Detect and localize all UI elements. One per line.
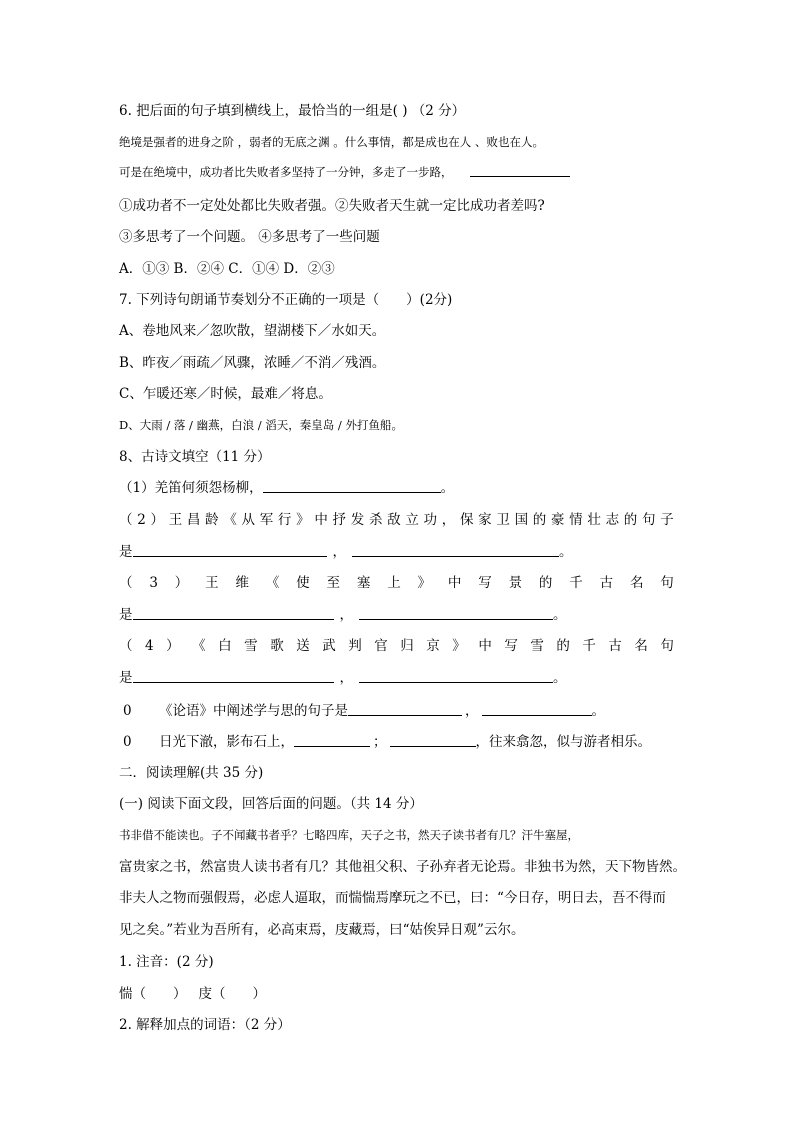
q8-item-4-c15: 写 <box>504 638 518 654</box>
q8-item-4-c5: 雪 <box>244 638 258 654</box>
q8-item-2-c5: 龄 <box>205 512 219 528</box>
q8-item-4-c18: 千 <box>582 638 596 654</box>
q8-item-4-c8: 武 <box>322 638 336 654</box>
q8-item-5-blank-2[interactable] <box>482 714 592 716</box>
q8-item-3-blank-2[interactable] <box>359 618 553 620</box>
q8-item-4-c2: ） <box>166 638 180 654</box>
q8-item-3-c1: 3 <box>149 575 158 591</box>
q7-option-d: D、大雨 / 落 / 幽燕，白浪 / 滔天，秦皇岛 / 外打鱼船。 <box>119 418 403 432</box>
q8-item-6-blank-1[interactable] <box>294 745 370 747</box>
passage-line-2: 富贵家之书，然富贵人读书者有几？其他祖父积、子孙弃者无论焉。非独书为然，天下物皆然。 <box>119 859 686 875</box>
q8-item-4-c7: 送 <box>296 638 310 654</box>
q8-item-2-c29: 句 <box>641 512 656 528</box>
q8-item-2-c22: 国 <box>514 512 529 528</box>
q8-item-2-c15: 敌 <box>387 512 401 528</box>
q8-item-4-shi: 是 <box>119 670 133 686</box>
q8-item-2-c25: 情 <box>569 512 583 528</box>
q8-item-4-c14: 中 <box>478 638 492 654</box>
q8-item-5-blank-1[interactable] <box>348 714 462 716</box>
q8-item-4-c9: 判 <box>348 638 362 654</box>
q8-item-2-c2: ） <box>150 512 164 528</box>
question-1-items <box>119 986 266 1002</box>
q8-item-3-c0: （ <box>119 575 133 591</box>
q8-item-2-blank-2[interactable] <box>352 555 559 557</box>
q8-item-4-comma: ， <box>339 670 353 686</box>
q8-item-3-answer <box>119 607 567 623</box>
q8-item-2-c12: 抒 <box>332 512 347 528</box>
q6-answer-blank[interactable] <box>470 175 570 177</box>
q8-item-3-c18: 句 <box>660 575 674 591</box>
q8-item-3-c16: 古 <box>599 575 614 591</box>
q8-item-3 <box>119 575 674 591</box>
q8-item-3-comma: ， <box>339 607 353 623</box>
pinyin-item-b[interactable]: 庋（ ） <box>198 986 266 1002</box>
q8-item-2-c24: 豪 <box>550 512 565 528</box>
q8-item-4-c1: 4 <box>145 638 154 654</box>
q8-item-4-c16: 雪 <box>530 638 544 654</box>
q8-item-5-comma: ， <box>465 703 479 719</box>
q8-item-2-c16: 立 <box>405 512 419 528</box>
passage-line-4: 见之矣。”若业为吾所有，必高束焉，庋藏焉，曰“姑俟异日观”云尔。 <box>119 922 525 938</box>
q8-item-2-c6: 《 <box>223 512 237 528</box>
q8-item-2-c27: 志 <box>605 512 620 528</box>
pinyin-item-a[interactable]: 惴（ ） <box>119 986 187 1002</box>
q8-item-2-c10: 》 <box>296 512 310 528</box>
q8-item-3-c4: 维 <box>235 575 249 591</box>
q8-item-2-c19: 保 <box>459 512 474 528</box>
q8-item-1-blank[interactable] <box>263 491 441 493</box>
q8-item-4-c13: 》 <box>452 638 466 654</box>
q8-item-3-c15: 千 <box>569 575 583 591</box>
q6-title: 6. 把后面的句子填到横线上，最恰当的一组是( ) （2 分） <box>119 103 466 119</box>
q8-item-3-c10: 》 <box>417 575 432 591</box>
q8-item-3-blank-1[interactable] <box>133 618 334 620</box>
q8-item-2-c13: 发 <box>350 512 365 528</box>
q8-item-2-c21: 卫 <box>496 512 510 528</box>
q8-item-2-c0: （ <box>119 512 133 528</box>
q8-item-1 <box>119 480 454 496</box>
q8-item-3-c14: 的 <box>538 575 553 591</box>
q8-item-4-c0: （ <box>119 638 133 654</box>
q8-item-6 <box>123 734 651 750</box>
q7-title: 7. 下列诗句朗诵节奏划分不正确的一项是（ ）(2分) <box>119 292 453 308</box>
q8-item-3-c17: 名 <box>629 575 644 591</box>
q8-item-2-c1: 2 <box>137 512 146 528</box>
q6-options-1-2: ①成功者不一定处处都比失败者强。②失败者天生就一定比成功者差吗? <box>119 198 545 214</box>
q8-item-4-c3: 《 <box>192 638 206 654</box>
q8-item-5-mark: 0 <box>123 703 132 719</box>
q8-item-2 <box>119 512 674 528</box>
q8-item-1-text: （1）羌笛何须怨杨柳， <box>119 480 263 496</box>
q8-item-5 <box>123 703 605 719</box>
q8-item-2-c26: 壮 <box>587 512 601 528</box>
q8-item-2-period: 。 <box>559 544 573 560</box>
q8-item-3-c13: 景 <box>508 575 523 591</box>
q6-choices: A．①③ B．②④ C．①④ D．②③ <box>119 261 335 277</box>
q8-item-2-c20: 家 <box>478 512 492 528</box>
q8-item-6-text: 日光下澈，影布石上， <box>159 734 294 750</box>
section-2-part-1-heading: (一) 阅读下面文段，回答后面的问题。（共 14 分） <box>119 796 423 812</box>
q8-item-2-shi: 是 <box>119 544 133 560</box>
q8-item-2-c14: 杀 <box>368 512 383 528</box>
q8-item-4-c17: 的 <box>556 638 570 654</box>
q8-item-3-c12: 写 <box>478 575 492 591</box>
q8-item-4 <box>119 638 674 654</box>
q8-item-2-c3: 王 <box>168 512 183 528</box>
q8-item-2-c9: 行 <box>277 512 292 528</box>
q8-item-3-shi: 是 <box>119 607 133 623</box>
q8-item-2-c4: 昌 <box>186 512 201 528</box>
question-2-title: 2. 解释加点的词语：（2 分） <box>119 1017 291 1033</box>
question-1-title: 1. 注音：(2 分) <box>119 954 214 970</box>
passage-line-3: 非夫人之物而强假焉，必虑人逼取，而惴惴焉摩玩之不已，曰：“今日存，明日去，吾不得而 <box>119 890 666 906</box>
q8-item-4-blank-2[interactable] <box>359 681 553 683</box>
q8-item-3-period: 。 <box>553 607 567 623</box>
q8-item-3-c2: ） <box>174 575 189 591</box>
q8-item-3-c7: 至 <box>326 575 340 591</box>
q8-item-6-end: ，往来翕忽，似与游者相乐。 <box>475 734 651 750</box>
q8-item-2-comma: ， <box>332 544 346 560</box>
q8-item-2-c11: 中 <box>314 512 328 528</box>
q8-item-3-c9: 上 <box>387 575 401 591</box>
q7-option-a: A、卷地风来／忽吹散，望湖楼下／水如天。 <box>119 323 386 339</box>
q8-item-4-c4: 白 <box>218 638 232 654</box>
q8-item-3-c3: 王 <box>205 575 219 591</box>
q8-item-4-c20: 名 <box>634 638 648 654</box>
q8-item-4-c11: 归 <box>400 638 414 654</box>
q7-option-b: B、昨夜／雨疏／风骤，浓睡／不消／残酒。 <box>119 355 386 371</box>
q8-title: 8、古诗文填空（11 分） <box>119 449 271 465</box>
q8-item-3-c8: 塞 <box>356 575 371 591</box>
q8-item-3-c5: 《 <box>265 575 280 591</box>
q8-item-2-c17: 功 <box>423 512 438 528</box>
q8-item-4-period: 。 <box>553 670 567 686</box>
q8-item-2-c7: 从 <box>241 512 256 528</box>
q8-item-4-answer <box>119 670 567 686</box>
q6-passage-2-text: 可是在绝境中，成功者比失败者多坚持了一分钟，多走了一步路， <box>119 165 453 179</box>
q8-item-3-c11: 中 <box>447 575 462 591</box>
q8-item-6-blank-2[interactable] <box>390 745 476 747</box>
q8-item-2-answer <box>119 544 573 560</box>
q6-passage-1: 绝境是强者的进身之阶 ，弱者的无底之渊 。什么事情，都是成也在人 、败也在人。 <box>119 135 544 149</box>
q8-item-4-c21: 句 <box>660 638 674 654</box>
q7-option-c: C、乍暖还寒／时候，最难／将息。 <box>119 386 332 402</box>
q8-item-4-c10: 官 <box>374 638 388 654</box>
q8-item-6-mark: 0 <box>123 734 132 750</box>
q8-item-1-end: 。 <box>440 480 455 496</box>
q8-item-4-c19: 古 <box>608 638 622 654</box>
q8-item-2-blank-1[interactable] <box>133 555 327 557</box>
q6-passage-2 <box>119 166 570 180</box>
q8-item-2-c23: 的 <box>532 512 547 528</box>
q8-item-2-c28: 的 <box>623 512 638 528</box>
q8-item-6-semicolon: ； <box>373 734 387 750</box>
q8-item-3-c6: 使 <box>296 575 310 591</box>
passage-line-1: 书非借不能读也。子不闻藏书者乎？七略四库，天子之书，然天子读书者有几？汗牛塞屋， <box>119 828 579 842</box>
q8-item-4-c12: 京 <box>426 638 440 654</box>
section-2-title: 二．阅读理解(共 35 分) <box>119 765 264 781</box>
q8-item-2-c30: 子 <box>660 512 674 528</box>
q8-item-2-c18: ， <box>441 512 456 528</box>
q8-item-5-period: 。 <box>591 703 605 719</box>
q6-options-3-4: ③多思考了一个问题。 ④多思考了一些问题 <box>119 229 380 245</box>
q8-item-2-c8: 军 <box>259 512 274 528</box>
q8-item-4-c6: 歌 <box>270 638 284 654</box>
q8-item-5-text: 《论语》中阐述学与思的句子是 <box>159 703 348 719</box>
q8-item-4-blank-1[interactable] <box>133 681 334 683</box>
